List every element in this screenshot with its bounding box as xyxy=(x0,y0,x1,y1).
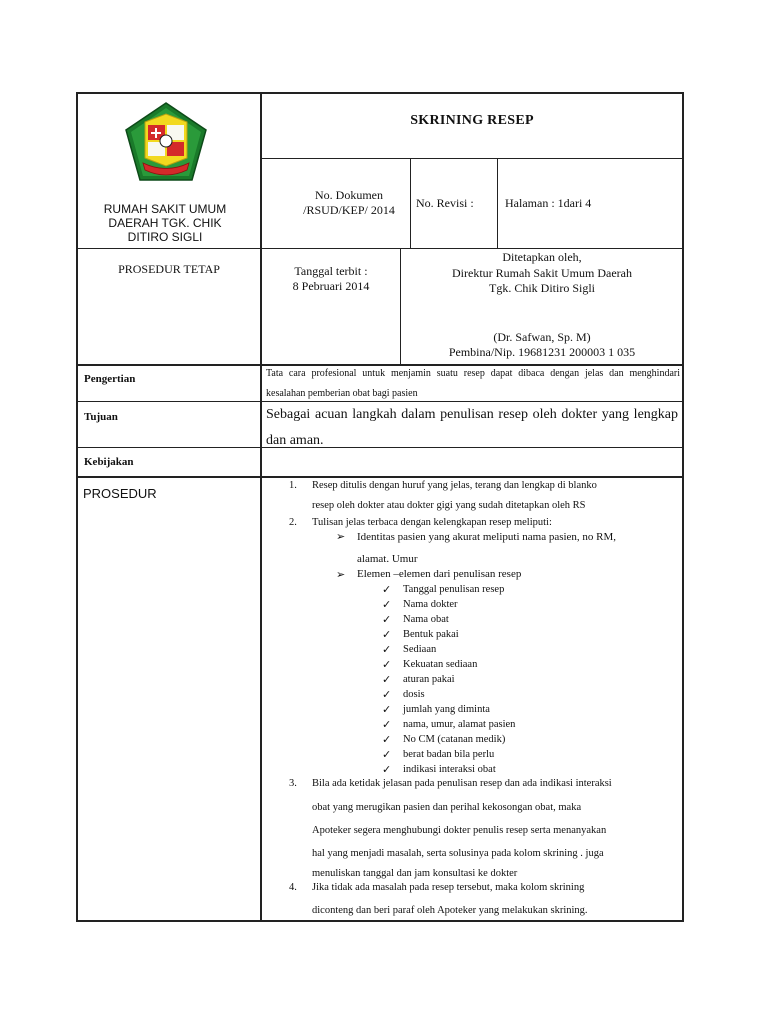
step-2-sub-1-line-2: alamat. Umur xyxy=(357,553,418,565)
checklist-item: Bentuk pakai xyxy=(403,629,459,640)
revision-number: No. Revisi : xyxy=(416,196,474,210)
prosedur-label: PROSEDUR xyxy=(83,486,157,501)
tujuan-label: Tujuan xyxy=(84,411,118,423)
step-1-line-2: resep oleh dokter atau dokter gigi yang sudah ditetapkan oleh RS xyxy=(312,500,586,511)
check-icon: ✓ xyxy=(382,599,392,611)
checklist-item: jumlah yang diminta xyxy=(403,704,490,715)
signer-name: (Dr. Safwan, Sp. M) xyxy=(493,330,591,344)
step-2-number: 2. xyxy=(289,517,297,528)
check-icon: ✓ xyxy=(382,644,392,656)
signature-block xyxy=(402,330,682,360)
checklist-item: No CM (catanan medik) xyxy=(403,734,506,745)
check-icon: ✓ xyxy=(382,614,392,626)
hospital-name: RUMAH SAKIT UMUM DAERAH TGK. CHIK DITIRO SIGLI xyxy=(103,202,227,244)
approval-block xyxy=(402,250,682,297)
check-icon: ✓ xyxy=(382,749,392,761)
step-1-line-1: Resep ditulis dengan huruf yang jelas, terang dan lengkap di blanko xyxy=(312,480,597,491)
step-3-line-5: menuliskan tanggal dan jam konsultasi ke dokter xyxy=(312,868,518,879)
step-2-sub-1-line-1: Identitas pasien yang akurat meliputi nama pasien, no RM, xyxy=(357,531,617,543)
checklist-item: dosis xyxy=(403,689,425,700)
step-3-number: 3. xyxy=(289,778,297,789)
divider-left-column xyxy=(260,93,262,921)
checklist-item: Nama dokter xyxy=(403,599,458,610)
issue-date-value: 8 Pebruari 2014 xyxy=(292,279,370,293)
checklist-item: nama, umur, alamat pasien xyxy=(403,719,516,730)
hospital-logo xyxy=(123,100,209,184)
approval-line-1: Ditetapkan oleh, xyxy=(502,250,582,264)
issue-date xyxy=(262,264,400,294)
step-3-line-4: hal yang menjadi masalah, serta solusinya pada kolom skrining . juga xyxy=(312,848,604,859)
checklist-item: berat badan bila perlu xyxy=(403,749,495,760)
step-3-line-3: Apoteker segera menghubungi dokter penulis resep serta menanyakan xyxy=(312,825,607,836)
approval-line-2: Direktur Rumah Sakit Umum Daerah xyxy=(452,265,632,280)
arrow-bullet-icon: ➢ xyxy=(336,569,346,581)
divider-header-bottom xyxy=(77,248,683,249)
check-icon: ✓ xyxy=(382,719,392,731)
document-number-value: /RSUD/KEP/ 2014 xyxy=(303,203,395,217)
checklist-item: Kekuatan sediaan xyxy=(403,659,478,670)
check-icon: ✓ xyxy=(382,734,392,746)
kebijakan-label: Kebijakan xyxy=(84,456,134,468)
document-number xyxy=(290,188,408,218)
arrow-bullet-icon: ➢ xyxy=(336,531,346,543)
check-icon: ✓ xyxy=(382,659,392,671)
signer-nip: Pembina/Nip. 19681231 200003 1 035 xyxy=(448,345,636,359)
step-4-number: 4. xyxy=(289,882,297,893)
check-icon: ✓ xyxy=(382,704,392,716)
step-4-line-1: Jika tidak ada masalah pada resep tersebut, maka kolom skrining xyxy=(312,882,585,893)
protocol-label: PROSEDUR TETAP xyxy=(118,262,220,276)
check-icon: ✓ xyxy=(382,584,392,596)
pengertian-text: Tata cara profesional untuk menjamin suatu resep dapat dibaca dengan jelas dan menghindari kesalahan pemberian obat bagi pasien xyxy=(266,368,680,399)
document-number-label: No. Dokumen xyxy=(315,188,383,202)
divider-kebijakan xyxy=(77,476,683,478)
issue-date-label: Tanggal terbit : xyxy=(294,264,368,278)
divider-docno xyxy=(410,158,411,248)
check-icon: ✓ xyxy=(382,629,392,641)
step-1-number: 1. xyxy=(289,480,297,491)
step-3-line-2: obat yang merugikan pasien dan perihal kekosongan obat, maka xyxy=(312,802,582,813)
divider-revision xyxy=(497,158,498,248)
page-number: Halaman : 1dari 4 xyxy=(505,196,592,210)
pengertian-label: Pengertian xyxy=(84,373,136,385)
check-icon: ✓ xyxy=(382,764,392,776)
checklist-item: aturan pakai xyxy=(403,674,455,685)
check-icon: ✓ xyxy=(382,674,392,686)
divider-date xyxy=(400,248,401,364)
checklist-item: Sediaan xyxy=(403,644,437,655)
checklist-item: Nama obat xyxy=(403,614,449,625)
step-2-sub-2: Elemen –elemen dari penulisan resep xyxy=(357,568,522,580)
checklist-item: indikasi interaksi obat xyxy=(403,764,496,775)
step-3-line-1: Bila ada ketidak jelasan pada penulisan resep dan ada indikasi interaksi xyxy=(312,778,612,789)
approval-line-3: Tgk. Chik Ditiro Sigli xyxy=(488,281,595,295)
document-title: SKRINING RESEP xyxy=(410,113,534,128)
step-2-text: Tulisan jelas terbaca dengan kelengkapan resep meliputi: xyxy=(312,517,552,528)
checklist-item: Tanggal penulisan resep xyxy=(403,584,505,595)
check-icon: ✓ xyxy=(382,689,392,701)
divider-title xyxy=(261,158,683,159)
tujuan-text: Sebagai acuan langkah dalam penulisan resep oleh dokter yang lengkap dan aman. xyxy=(266,407,678,448)
step-4-line-2: diconteng dan beri paraf oleh Apoteker yang melakukan skrining. xyxy=(312,905,588,916)
